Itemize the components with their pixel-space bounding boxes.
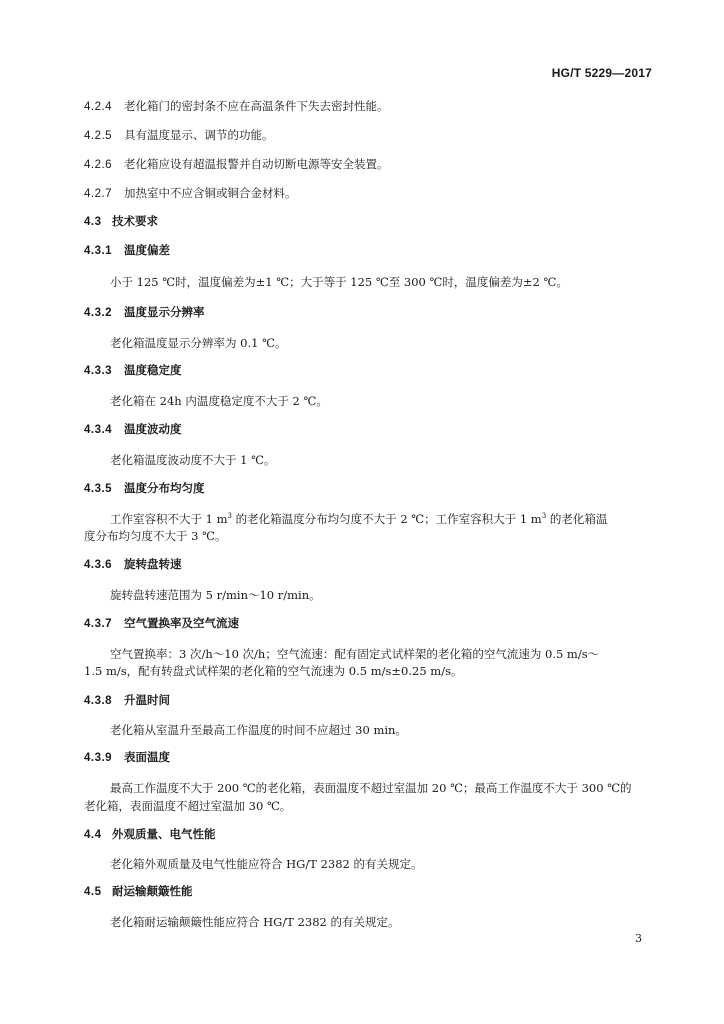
section-4-3-3-body: 老化箱在 24h 内温度稳定度不大于 2 ℃。 <box>110 394 328 408</box>
section-title: 升温时间 <box>124 695 170 707</box>
section-4-3-4-body: 老化箱温度波动度不大于 1 ℃。 <box>110 453 276 467</box>
clause-text: 老化箱应设有超温报警并自动切断电源等安全装置。 <box>124 157 389 171</box>
section-4-3-8-body: 老化箱从室温升至最高工作温度的时间不应超过 30 min。 <box>110 723 407 737</box>
section-4-3-6-body: 旋转盘转速范围为 5 r/min～10 r/min。 <box>110 588 321 602</box>
clause-number: 4.2.7 <box>84 188 113 200</box>
section-4-3-9-body-line2: 老化箱，表面温度不超过室温加 30 ℃。 <box>84 799 292 813</box>
section-4-5-body: 老化箱耐运输颠簸性能应符合 HG/T 2382 的有关规定。 <box>110 915 400 929</box>
section-number: 4.3.2 <box>84 307 113 319</box>
section-number: 4.3.5 <box>84 483 113 495</box>
section-title: 温度稳定度 <box>124 365 182 377</box>
body-text: 的老化箱温 <box>546 512 608 526</box>
section-title: 温度偏差 <box>124 245 170 257</box>
section-4-4-heading <box>84 827 656 843</box>
clause-4-2-6 <box>84 156 656 173</box>
superscript: 3 <box>541 512 547 520</box>
section-number: 4.3.3 <box>84 365 113 377</box>
section-title: 技术要求 <box>112 216 158 228</box>
section-4-3-1-heading <box>84 243 656 259</box>
section-title: 耐运输颠簸性能 <box>112 886 193 898</box>
document-header: HG/T 5229—2017 <box>551 66 652 80</box>
clause-4-2-5 <box>84 127 656 144</box>
clause-4-2-7 <box>84 185 656 202</box>
clause-number: 4.2.5 <box>84 130 113 142</box>
section-4-3-3-heading <box>84 363 656 379</box>
section-title: 温度分布均匀度 <box>124 483 205 495</box>
section-title: 表面温度 <box>124 752 170 764</box>
section-number: 4.3.1 <box>84 245 113 257</box>
section-4-3-heading <box>84 214 656 230</box>
section-4-3-5-heading <box>84 481 656 497</box>
clause-text: 加热室中不应含铜或铜合金材料。 <box>124 186 297 200</box>
section-4-3-7-heading <box>84 616 656 632</box>
section-number: 4.3.9 <box>84 752 113 764</box>
section-4-3-2-heading <box>84 305 656 321</box>
section-4-3-4-heading <box>84 422 656 438</box>
section-4-3-9-body-line1: 最高工作温度不大于 200 ℃的老化箱，表面温度不超过室温加 20 ℃；最高工作温度不大于 300 ℃的 <box>110 781 632 795</box>
section-title: 外观质量、电气性能 <box>112 829 216 841</box>
section-4-3-7-body-line1: 空气置换率：3 次/h～10 次/h；空气流速：配有固定式试样架的老化箱的空气流速为 0.5 m/s～ <box>110 647 600 661</box>
clause-text: 具有温度显示、调节的功能。 <box>124 128 274 142</box>
section-number: 4.3 <box>84 216 102 228</box>
section-4-3-9-heading <box>84 750 656 766</box>
clause-number: 4.2.4 <box>84 101 113 113</box>
section-4-3-5-body-line1 <box>110 511 656 527</box>
section-4-4-body: 老化箱外观质量及电气性能应符合 HG/T 2382 的有关规定。 <box>110 857 423 871</box>
section-title: 温度显示分辨率 <box>124 307 205 319</box>
clause-text: 老化箱门的密封条不应在高温条件下失去密封性能。 <box>124 99 389 113</box>
section-number: 4.5 <box>84 886 102 898</box>
section-number: 4.3.4 <box>84 424 113 436</box>
section-number: 4.3.7 <box>84 618 113 630</box>
section-4-5-heading <box>84 884 656 900</box>
body-text: 工作室容积不大于 1 m <box>110 512 228 526</box>
section-4-3-7-body-line2: 1.5 m/s，配有转盘式试样架的老化箱的空气流速为 0.5 m/s±0.25 m/s。 <box>84 664 463 678</box>
section-number: 4.4 <box>84 829 102 841</box>
superscript: 3 <box>227 512 233 520</box>
section-number: 4.3.8 <box>84 695 113 707</box>
section-4-3-5-body-line2: 度分布均匀度不大于 3 ℃。 <box>84 529 227 543</box>
section-number: 4.3.6 <box>84 559 113 571</box>
section-title: 空气置换率及空气流速 <box>124 618 239 630</box>
clause-number: 4.2.6 <box>84 159 113 171</box>
page-number: 3 <box>635 932 642 945</box>
section-4-3-8-heading <box>84 693 656 709</box>
section-title: 温度波动度 <box>124 424 182 436</box>
section-4-3-1-body: 小于 125 ℃时，温度偏差为±1 ℃；大于等于 125 ℃至 300 ℃时，温度偏差为±2 ℃。 <box>110 275 568 289</box>
section-4-3-6-heading <box>84 557 656 573</box>
clause-4-2-4 <box>84 98 656 115</box>
section-title: 旋转盘转速 <box>124 559 182 571</box>
body-text: 的老化箱温度分布均匀度不大于 2 ℃；工作室容积大于 1 m <box>232 512 542 526</box>
section-4-3-2-body: 老化箱温度显示分辨率为 0.1 ℃。 <box>110 336 287 350</box>
